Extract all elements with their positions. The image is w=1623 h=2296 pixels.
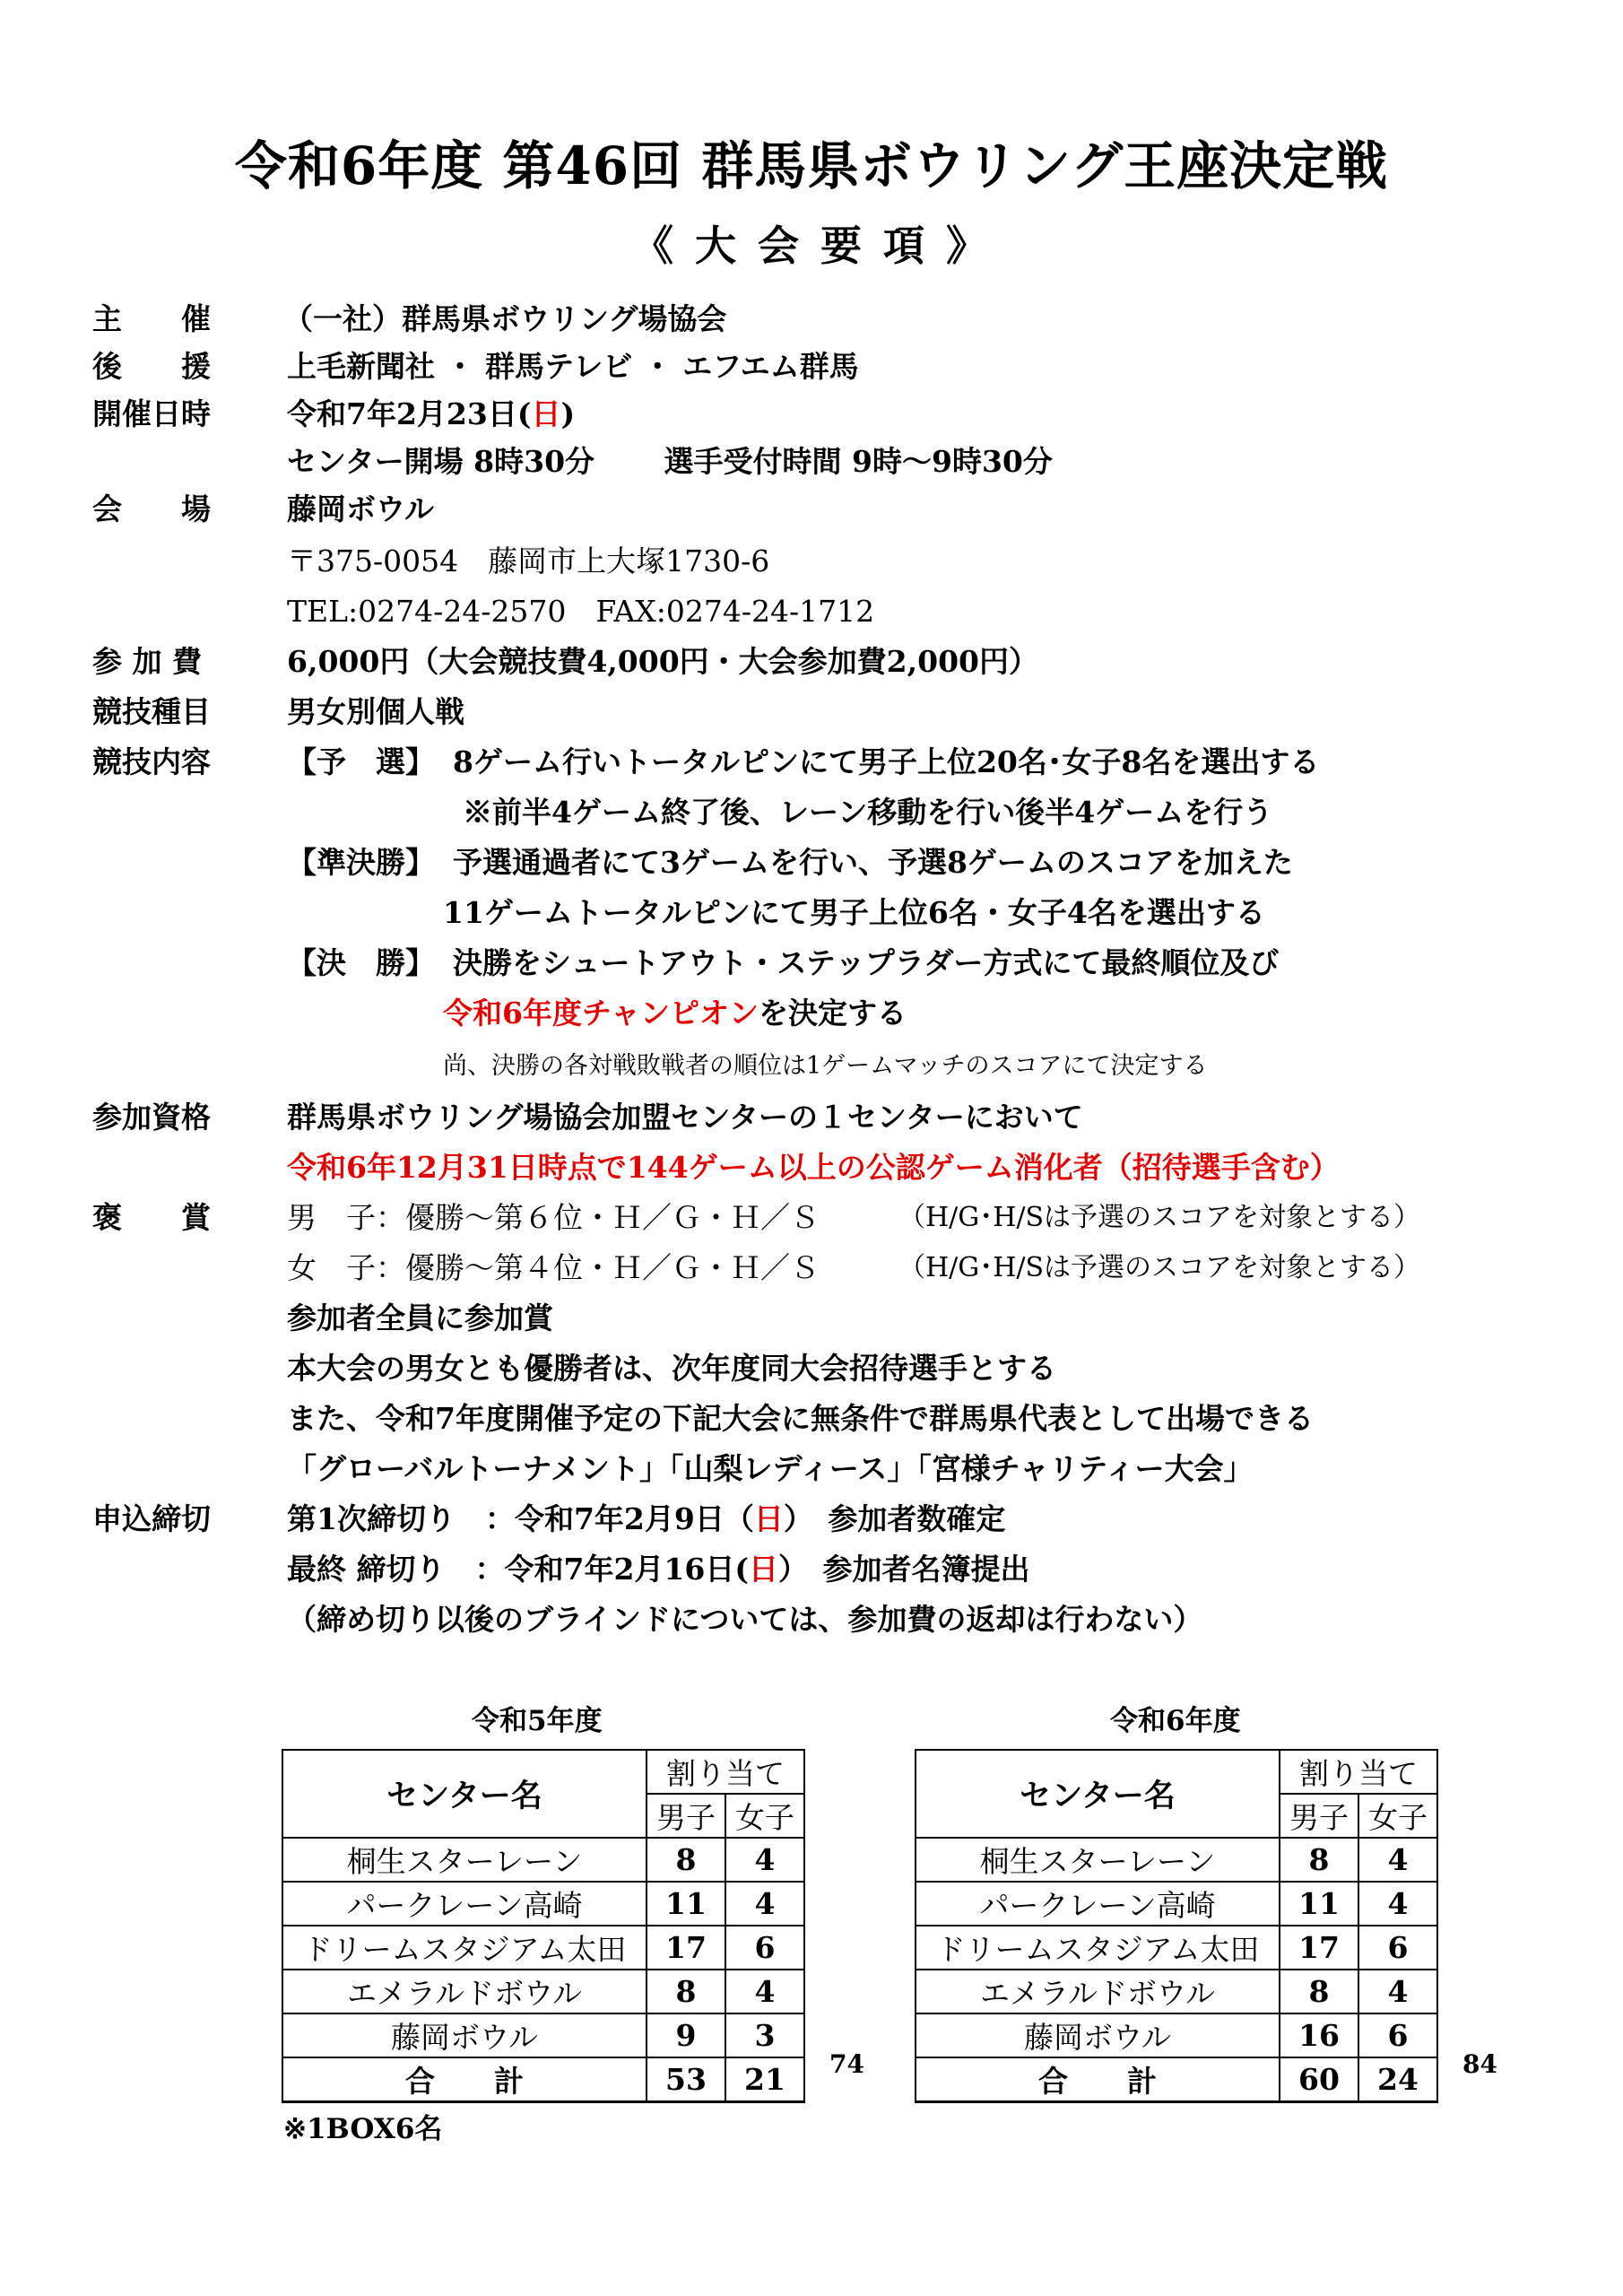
table-row: [916, 1926, 1437, 1970]
eligibility-red: 令和6年12月31日時点で144ゲーム以上の公認ゲーム消化者（招待選手含む）: [287, 1150, 1340, 1185]
venue-label: 会 場: [92, 491, 211, 526]
alloc-header: 割り当て: [647, 1750, 804, 1794]
row-semifinal: [0, 839, 1623, 886]
eligibility-value: 群馬県ボウリング場協会加盟センターの１センターにおいて: [287, 1100, 1083, 1135]
awards-invite: 本大会の男女とも優勝者は、次年度同大会招待選手とする: [287, 1351, 1056, 1386]
male-total: 53: [647, 2057, 725, 2102]
allocation-table-r5: [282, 1749, 805, 2103]
male-count: 17: [1280, 1926, 1358, 1970]
male-count: 8: [1280, 1838, 1358, 1882]
table-row: [282, 1882, 804, 1926]
female-count: 4: [725, 1838, 804, 1882]
prelim-text: 8ゲーム行いトータルピンにて男子上位20名･女子8名を選出する: [453, 744, 1320, 779]
male-count: 11: [647, 1882, 725, 1926]
male-count: 17: [647, 1926, 725, 1970]
final-text2: を決定する: [758, 996, 907, 1031]
total-row: [916, 2057, 1437, 2102]
center-name-header: センター名: [282, 1750, 647, 1838]
row-deadline-final: [0, 1546, 1623, 1593]
center-name: エメラルドボウル: [916, 1970, 1280, 2013]
semifinal-tag: 【準決勝】: [287, 845, 435, 880]
male-count: 8: [647, 1970, 725, 2013]
row-time: [0, 439, 1623, 485]
center-name: パークレーン高崎: [282, 1882, 647, 1926]
center-name: 藤岡ボウル: [282, 2013, 647, 2057]
row-awards-men: [0, 1195, 1623, 1241]
event-label: 競技種目: [92, 694, 211, 729]
table-row: [916, 1970, 1437, 2013]
male-count: 11: [1280, 1882, 1358, 1926]
final-tag: 【決 勝】: [287, 945, 435, 980]
deadline-label: 申込締切: [92, 1501, 211, 1536]
female-count: 6: [725, 1926, 804, 1970]
female-count: 4: [725, 1882, 804, 1926]
female-total: 24: [1358, 2057, 1437, 2102]
fee-value: 6,000円（大会競技費4,000円・大会参加費2,000円）: [287, 644, 1039, 679]
semifinal-text2: 11ゲームトータルピンにて男子上位6名・女子4名を選出する: [443, 895, 1265, 930]
female-count: 4: [725, 1970, 804, 2013]
event-value: 男女別個人戦: [287, 694, 464, 729]
awards-women: 女 子：優勝～第４位・Ｈ／Ｇ・Ｈ／Ｓ: [287, 1250, 820, 1285]
center-name: 桐生スターレーン: [916, 1838, 1280, 1882]
prelim-note: ※前半4ゲーム終了後、レーン移動を行い後半4ゲームを行う: [463, 795, 1273, 830]
awards-men-note: （H/G･H/Sは予選のスコアを対象とする）: [898, 1202, 1421, 1233]
date-day: 日: [531, 396, 561, 431]
content-label: 競技内容: [92, 744, 211, 779]
row-address: [0, 538, 1623, 585]
table-row: [282, 2013, 804, 2057]
organizer-label: 主 催: [92, 301, 211, 336]
awards-label: 褒 賞: [92, 1200, 211, 1235]
center-name: エメラルドボウル: [282, 1970, 647, 2013]
table-caption-r6: 令和6年度: [1110, 1705, 1241, 1737]
row-awards-rep: [0, 1396, 1623, 1442]
male-count: 16: [1280, 2013, 1358, 2057]
male-header: 男子: [1280, 1794, 1358, 1838]
address-value: 〒375-0054 藤岡市上大塚1730-6: [287, 544, 770, 578]
row-awards-invite: [0, 1345, 1623, 1392]
final-text: 決勝をシュートアウト・ステップラダー方式にて最終順位及び: [453, 945, 1280, 980]
deadline-first-post: ） 参加者数確定: [783, 1501, 1006, 1536]
male-total: 60: [1280, 2057, 1358, 2102]
date-close: ): [560, 396, 576, 431]
male-header: 男子: [647, 1794, 725, 1838]
deadline-first-day: 日: [753, 1501, 784, 1536]
row-eligibility-red: [0, 1144, 1623, 1191]
row-organizer: [0, 296, 1623, 343]
deadline-final: [287, 1546, 1029, 1588]
male-count: 8: [647, 1838, 725, 1882]
female-count: 6: [1358, 2013, 1437, 2057]
page-subtitle: 《 大 会 要 項 》: [631, 222, 992, 270]
total-row: [282, 2057, 804, 2102]
female-total: 21: [725, 2057, 804, 2102]
female-header: 女子: [725, 1794, 804, 1838]
table-row: [282, 1838, 804, 1882]
grand-total-r5: 74: [829, 2049, 864, 2079]
deadline-note: （締め切り以後のブラインドについては、参加費の返却は行わない）: [287, 1602, 1203, 1637]
deadline-first-pre: 第1次締切り ：令和7年2月9日（: [287, 1501, 754, 1536]
organizer-value: （一社）群馬県ボウリング場協会: [283, 301, 727, 336]
table-caption-r5: 令和5年度: [472, 1705, 603, 1737]
deadline-final-pre: 最終 締切り ：令和7年2月16日(: [287, 1552, 749, 1587]
center-name: 桐生スターレーン: [282, 1838, 647, 1882]
eligibility-label: 参加資格: [92, 1100, 211, 1135]
row-final: [0, 940, 1623, 987]
allocation-table-r6: [915, 1749, 1438, 2103]
total-label: 合 計: [916, 2057, 1280, 2102]
venue-value: 藤岡ボウル: [287, 491, 435, 526]
row-final-note: [0, 1046, 1623, 1092]
row-deadline-first: [0, 1496, 1623, 1543]
prelim-tag: 【予 選】: [287, 744, 435, 779]
row-final-2: [0, 990, 1623, 1037]
female-count: 4: [1358, 1838, 1437, 1882]
center-name: ドリームスタジアム太田: [916, 1926, 1280, 1970]
male-count: 8: [1280, 1970, 1358, 2013]
row-prelim: [0, 739, 1623, 786]
awards-men: 男 子：優勝～第６位・Ｈ／Ｇ・Ｈ／Ｓ: [287, 1200, 820, 1235]
time-value: センター開場 8時30分 選手受付時間 9時～9時30分: [287, 444, 1053, 479]
awards-all: 参加者全員に参加賞: [287, 1300, 553, 1335]
row-awards-events: [0, 1446, 1623, 1492]
table-row: [282, 1926, 804, 1970]
page-title: 令和6年度 第46回 群馬県ボウリング王座決定戦: [234, 135, 1389, 196]
row-event: [0, 689, 1623, 735]
row-prelim-note: [0, 789, 1623, 836]
male-count: 9: [647, 2013, 725, 2057]
row-venue: [0, 486, 1623, 533]
center-name-header: センター名: [916, 1750, 1280, 1838]
table-row: [916, 1838, 1437, 1882]
awards-women-note: （H/G･H/Sは予選のスコアを対象とする）: [898, 1252, 1421, 1283]
row-semifinal-2: [0, 890, 1623, 936]
female-count: 3: [725, 2013, 804, 2057]
female-header: 女子: [1358, 1794, 1437, 1838]
female-count: 4: [1358, 1970, 1437, 2013]
support-value: 上毛新聞社 ・ 群馬テレビ ・ エフエム群馬: [287, 349, 859, 384]
row-phone: [0, 588, 1623, 635]
final-note: 尚、決勝の各対戦敗戦者の順位は1ゲームマッチのスコアにて決定する: [443, 1052, 1208, 1080]
deadline-final-day: 日: [748, 1552, 778, 1587]
row-awards-all: [0, 1295, 1623, 1342]
row-support: [0, 344, 1623, 390]
row-deadline-note: [0, 1596, 1623, 1643]
support-label: 後 援: [92, 349, 211, 384]
female-count: 6: [1358, 1926, 1437, 1970]
champion-text: 令和6年度チャンピオン: [443, 996, 759, 1031]
final-line2: [443, 990, 907, 1032]
fee-label: 参 加 費: [92, 644, 202, 679]
grand-total-r6: 84: [1462, 2049, 1497, 2079]
box-note: ※1BOX6名: [283, 2113, 443, 2145]
total-label: 合 計: [282, 2057, 647, 2102]
row-awards-women: [0, 1245, 1623, 1292]
center-name: 藤岡ボウル: [916, 2013, 1280, 2057]
center-name: パークレーン高崎: [916, 1882, 1280, 1926]
awards-events: 「グローバルトーナメント」「山梨レディース」「宮様チャリティー大会」: [287, 1451, 1254, 1486]
table-row: [916, 2013, 1437, 2057]
phone-value: TEL:0274-24-2570 FAX:0274-24-1712: [287, 594, 875, 629]
date-label: 開催日時: [92, 396, 211, 431]
center-name: ドリームスタジアム太田: [282, 1926, 647, 1970]
date-text: 令和7年2月23日(: [287, 396, 532, 431]
deadline-final-post: ） 参加者名簿提出: [777, 1552, 1030, 1587]
semifinal-text: 予選通過者にて3ゲームを行い、予選8ゲームのスコアを加えた: [453, 845, 1293, 880]
row-eligibility: [0, 1094, 1623, 1141]
table-row: [916, 1882, 1437, 1926]
alloc-header: 割り当て: [1280, 1750, 1437, 1794]
row-date: [0, 391, 1623, 438]
table-row: [282, 1970, 804, 2013]
row-fee: [0, 639, 1623, 685]
date-value: [287, 391, 575, 433]
awards-rep: また、令和7年度開催予定の下記大会に無条件で群馬県代表として出場できる: [287, 1401, 1314, 1436]
deadline-first: [287, 1496, 1005, 1538]
female-count: 4: [1358, 1882, 1437, 1926]
